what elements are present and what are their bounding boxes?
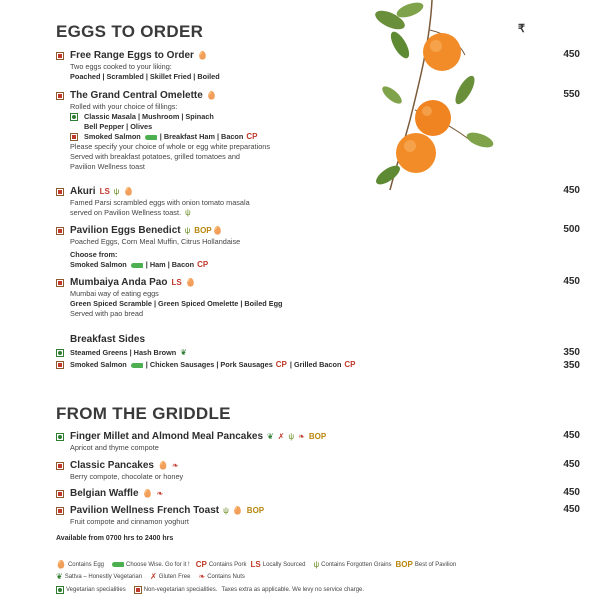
item-price: 350 [563,360,580,371]
egg-icon: 🥚 [212,225,223,235]
egg-icon: 🥚 [197,50,208,60]
menu-item-french-toast: Pavilion Wellness French Toast ψ 🥚 BOP 450 Fruit compote and cinnamon yoghurt [56,504,526,527]
fish-icon [145,135,157,140]
nonveg-icon [134,586,142,594]
legend-row-3: Vegetarian specialities Non-vegetarian specialities. Taxes extra as applicable. We levy no service charge. [56,586,536,594]
section-title-griddle: FROM THE GRIDDLE [56,404,231,423]
leaf-icon: ❦ [56,572,63,581]
nut-icon: ❧ [198,572,206,581]
egg-icon: 🥚 [232,505,243,515]
tag-bop: BOP [308,432,327,441]
egg-icon: 🥚 [157,460,168,470]
item-price: 450 [563,504,580,515]
currency-symbol: ₹ [518,23,525,35]
egg-icon: 🥚 [185,277,196,287]
item-price: 450 [563,487,580,498]
egg-icon: 🥚 [56,559,66,569]
egg-icon: 🥚 [206,90,217,100]
tag-bop: BOP [194,226,212,235]
menu-item-akuri: Akuri LS ψ 🥚 450 Famed Parsi scrambled eggs with onion tomato masala served on Pavilion Wellness toast. ψ [56,185,526,218]
nonveg-icon [56,279,64,287]
veg-icon [56,586,64,594]
sprig-icon: ψ [288,431,295,441]
menu-item-anda-pao: Mumbaiya Anda Pao LS 🥚 450 Mumbai way of eating eggs Green Spiced Scramble | Green Spiced Omelette | Boiled Egg Served with pao bread [56,276,526,319]
nonveg-icon [56,188,64,196]
menu-item-millet-pancakes: Finger Millet and Almond Meal Pancakes ❦ ✗ ψ ❧ BOP 450 Apricot and thyme compote [56,430,526,453]
menu-item-grand-central-omelette: The Grand Central Omelette 🥚 550 Rolled with your choice of fillings: Classic Masala | Mushroom | Spinach Bell Pepper | Olives Smoked Salmon | Breakfast Ham | Bacon CP Please specify your choice of whole or egg white preparations Served with breakfast potatoes, grilled tomatoes and Pavilion Wellness toast [56,89,526,172]
breakfast-sides: Breakfast Sides Steamed Greens | Hash Brown ❦ 350 Smoked Salmon | Chicken Sausages | Pork Sausages CP | Grilled Bacon CP 350 [56,334,526,370]
nonveg-icon [56,361,64,369]
menu-item-eggs-benedict: Pavilion Eggs Benedict ψ BOP 🥚 500 Poached Eggs, Corn Meal Muffin, Citrus Hollandaise Choose from: Smoked Salmon | Ham | Bacon CP [56,224,526,270]
fish-icon [131,263,143,268]
veg-icon [56,349,64,357]
nonveg-icon [56,92,64,100]
fish-icon [112,562,124,567]
tag-bop: BOP [246,506,265,515]
tag-cp: CP [246,132,258,141]
nonveg-icon [56,462,64,470]
tag-ls: LS [99,187,110,196]
item-price: 450 [563,185,580,196]
item-price: 350 [563,347,580,358]
sprig-icon: ψ [184,225,191,235]
item-price: 500 [563,224,580,235]
egg-icon: 🥚 [123,186,134,196]
veg-icon [70,113,78,121]
sprig-icon: ψ [313,559,320,569]
availability-note: Available from 0700 hrs to 2400 hrs [56,535,174,542]
legend-row-2: ❦ Sattva – Honestly Vegetarian ✗ Gluten Free ❧ Contains Nuts [56,572,245,581]
nonveg-icon [70,133,78,141]
item-price: 450 [563,430,580,441]
chili-icon: ✗ [277,431,285,441]
nut-icon: ❧ [156,488,164,498]
item-price: 450 [563,49,580,60]
nut-icon: ❧ [298,431,305,441]
tag-cp: CP [197,260,209,269]
nut-icon: ❧ [171,460,179,470]
section-title-eggs: EGGS TO ORDER [56,22,204,41]
tag-ls: LS [171,278,182,287]
item-price: 450 [563,276,580,287]
nonveg-icon [56,52,64,60]
tag-cp: CP [344,360,356,369]
sprig-icon: ψ [185,208,191,217]
item-price: 450 [563,459,580,470]
sides-title: Breakfast Sides [70,334,146,345]
item-price: 550 [563,89,580,100]
tag-cp: CP [275,360,287,369]
chili-icon: ✗ [150,572,157,581]
leaf-icon: ❦ [267,431,274,441]
nonveg-icon [56,507,64,515]
legend-row-1: 🥚 Contains Egg Choose Wise. Go for it ! CP Contains Pork LS Locally Sourced ψ Contains Forgotten Grains BOP Best of Pavilion [56,559,457,569]
nonveg-icon [56,227,64,235]
nonveg-icon [56,490,64,498]
sprig-icon: ψ [223,505,229,515]
egg-icon: 🥚 [142,488,153,498]
sprig-icon: ψ [113,186,120,196]
leaf-icon: ❦ [180,348,187,357]
menu-item-classic-pancakes: Classic Pancakes 🥚 ❧ 450 Berry compote, chocolate or honey [56,459,526,482]
veg-icon [56,433,64,441]
menu-item-belgian-waffle: Belgian Waffle 🥚 ❧ 450 [56,487,526,500]
menu-item-free-range-eggs: Free Range Eggs to Order 🥚 450 Two eggs cooked to your liking: Poached | Scrambled | Skillet Fried | Boiled [56,49,526,82]
fish-icon [131,363,143,368]
